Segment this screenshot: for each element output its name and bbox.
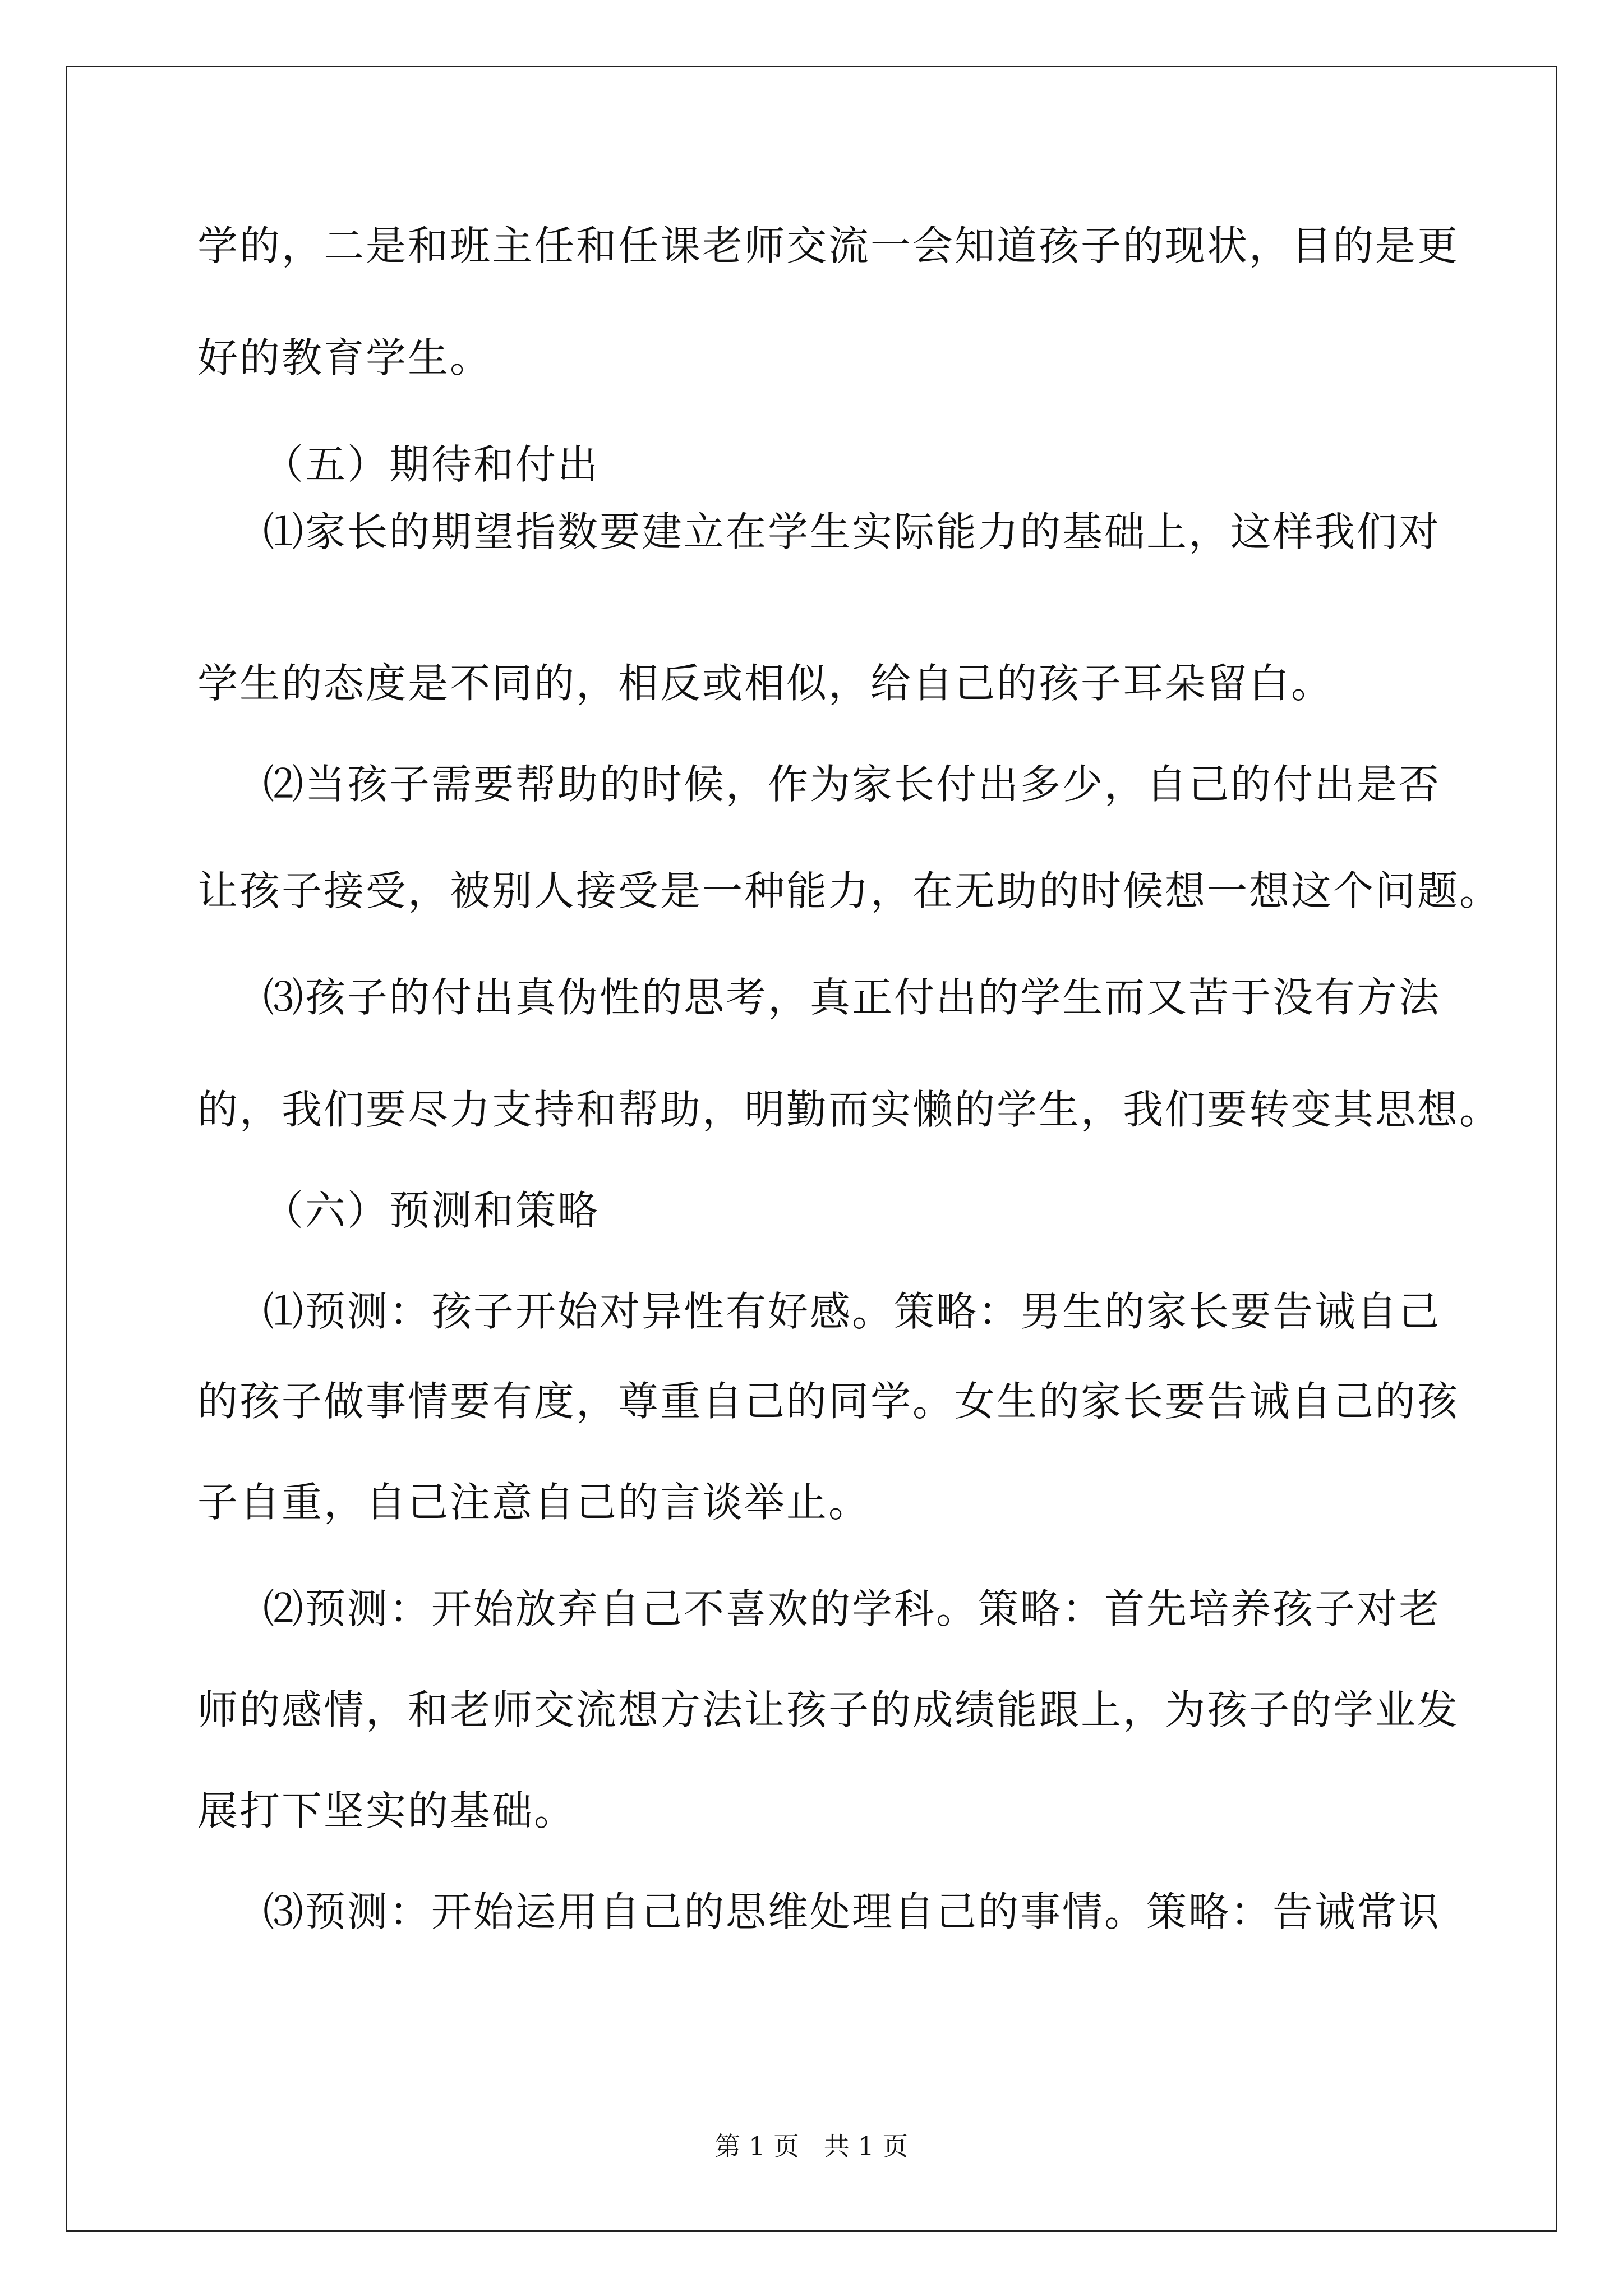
paragraph-line: 的孩子做事情要有度，尊重自己的同学。女生的家长要告诫自己的孩	[197, 1378, 1460, 1425]
paragraph-line: ⑶孩子的付出真伪性的思考，真正付出的学生而又苦于没有方法	[263, 974, 1441, 1021]
page-number-footer: 第 1 页 共 1 页	[714, 2131, 909, 2161]
paragraph-line: 学的，二是和班主任和任课老师交流一会知道孩子的现状，目的是更	[197, 222, 1460, 269]
paragraph-line: ⑵预测：开始放弃自己不喜欢的学科。策略：首先培养孩子对老	[263, 1585, 1441, 1632]
paragraph-line: 好的教育学生。	[197, 334, 492, 381]
paragraph-line: ⑴家长的期望指数要建立在学生实际能力的基础上，这样我们对	[263, 508, 1441, 555]
paragraph-line: 让孩子接受，被别人接受是一种能力，在无助的时候想一想这个问题。	[197, 867, 1502, 914]
paragraph-line: ⑴预测：孩子开始对异性有好感。策略：男生的家长要告诫自己	[263, 1288, 1441, 1335]
section-heading: （六）预测和策略	[263, 1187, 600, 1234]
paragraph-line: 师的感情，和老师交流想方法让孩子的成绩能跟上，为孩子的学业发	[197, 1686, 1460, 1733]
paragraph-line: ⑵当孩子需要帮助的时候，作为家长付出多少，自己的付出是否	[263, 761, 1441, 808]
paragraph-line: 学生的态度是不同的，相反或相似，给自己的孩子耳朵留白。	[197, 660, 1334, 707]
paragraph-line: 的，我们要尽力支持和帮助，明勤而实懒的学生，我们要转变其思想。	[197, 1086, 1502, 1133]
paragraph-line: 子自重，自己注意自己的言谈举止。	[197, 1479, 871, 1526]
paragraph-line: ⑶预测：开始运用自己的思维处理自己的事情。策略：告诫常识	[263, 1888, 1441, 1935]
paragraph-line: 展打下坚实的基础。	[197, 1787, 577, 1834]
section-heading: （五）期待和付出	[263, 441, 600, 488]
